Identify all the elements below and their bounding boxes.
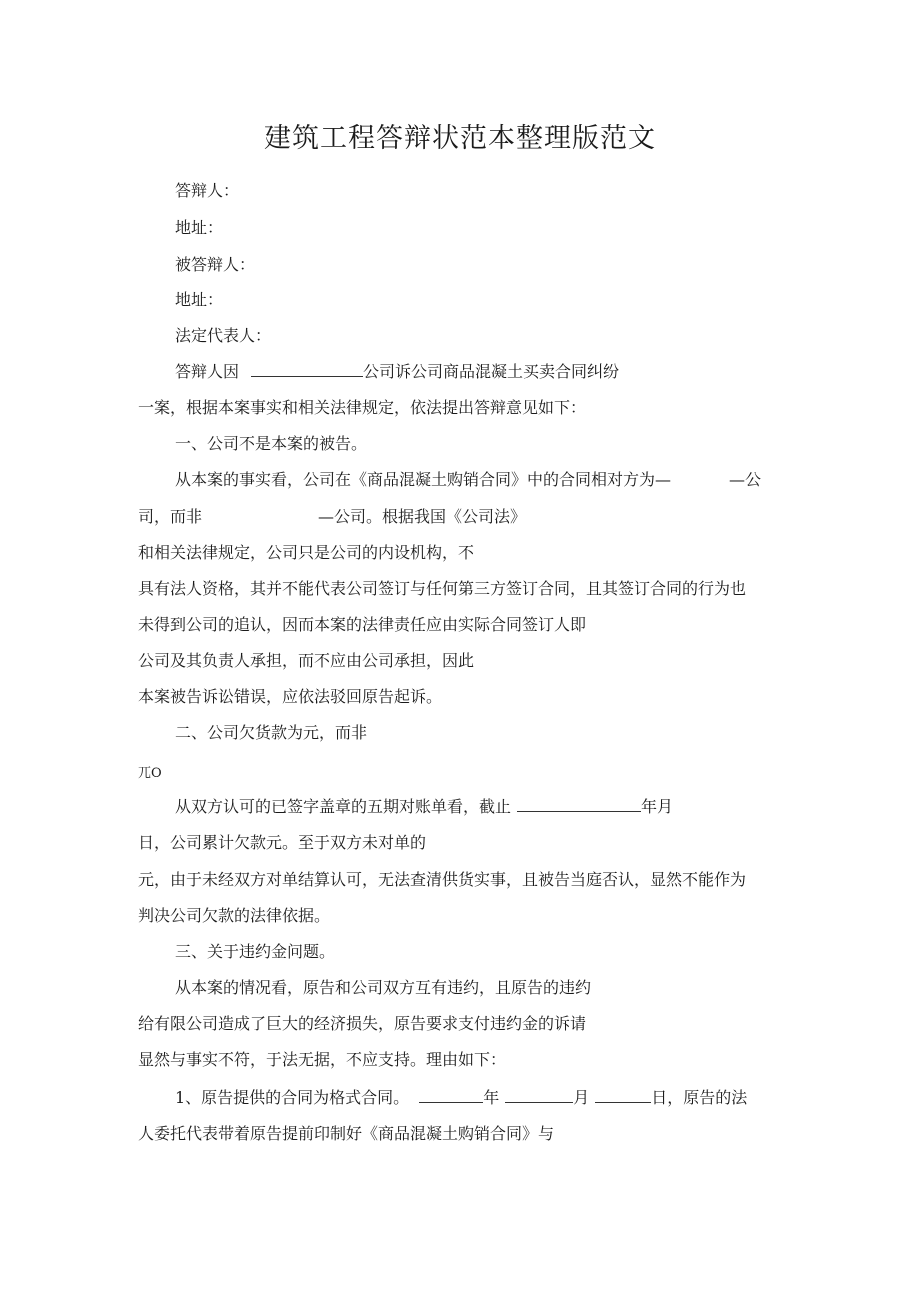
section1-line-1-text-a: 从本案的事实看，公司在《商品混凝土购销合同》中的合同相对方为— (175, 470, 672, 489)
section3-item-1-text: 1、原告提供的合同为格式合同。 (175, 1088, 410, 1107)
intro-text-a: 答辩人因 (175, 362, 240, 381)
section2-line-4: 判决公司欠款的法律依据。 (138, 906, 331, 925)
month-label: 月 (573, 1088, 590, 1107)
counter-party-address-label: 地址： (175, 290, 224, 309)
section3-item-1 (175, 1088, 747, 1108)
respondent-label: 答辩人： (175, 181, 240, 200)
blank-month (505, 1088, 573, 1103)
section2-line-2: 日，公司累计欠款元。至于双方未对单的 (138, 833, 427, 852)
section2-fragment: 兀O (138, 766, 162, 781)
year-label: 年 (483, 1088, 500, 1107)
section1-line-2-text-a: 司，而非 (138, 507, 203, 526)
section1-line-6: 公司及其负责人承担，而不应由公司承担，因此 (138, 651, 475, 670)
section3-line-2: 给有限公司造成了巨大的经济损失，原告要求支付违约金的诉请 (138, 1014, 587, 1033)
blank-day (595, 1088, 651, 1103)
section2-line-3: 元，由于未经双方对单结算认可，无法查清供货实事，且被告当庭否认，显然不能作为 (138, 870, 747, 889)
intro-line-1 (175, 362, 619, 382)
section1-line-2-text-b: —公司。根据我国《公司法》 (318, 507, 527, 526)
section1-heading: 一、公司不是本案的被告。 (175, 434, 368, 453)
section2-line-1 (175, 797, 673, 817)
section3-line-4: 人委托代表带着原告提前印制好《商品混凝土购销合同》与 (138, 1124, 555, 1143)
section1-line-5: 未得到公司的追认，因而本案的法律责任应由实际合同签订人即 (138, 615, 587, 634)
section3-line-1: 从本案的情况看，原告和公司双方互有违约，且原告的违约 (175, 978, 592, 997)
section1-line-4: 具有法人资格，其并不能代表公司签订与任何第三方签订合同，且其签订合同的行为也 (138, 579, 747, 598)
section3-heading: 三、关于违约金问题。 (175, 942, 336, 961)
legal-representative-label: 法定代表人： (175, 326, 272, 345)
section1-line-1-text-b: —公 (729, 470, 762, 489)
respondent-address-label: 地址： (175, 218, 224, 237)
intro-text-b: 公司诉公司商品混凝土买卖合同纠纷 (363, 362, 620, 381)
intro-line-2: 一案，根据本案事实和相关法律规定，依法提出答辩意见如下： (138, 398, 587, 417)
document-title: 建筑工程答辩状范本整理版范文 (264, 123, 656, 154)
blank-deadline-date (517, 797, 641, 812)
blank-year (419, 1088, 483, 1103)
section1-line-3: 和相关法律规定，公司只是公司的内设机构，不 (138, 543, 475, 562)
section1-line-7: 本案被告诉讼错误，应依法驳回原告起诉。 (138, 687, 443, 706)
counter-party-label: 被答辩人： (175, 255, 256, 274)
blank-plaintiff-name (251, 362, 363, 377)
section1-line-2 (138, 507, 526, 527)
section2-heading: 二、公司欠货款为元，而非 (175, 723, 368, 742)
section1-line-1 (175, 470, 761, 490)
section3-line-3: 显然与事实不符，于法无据，不应支持。理由如下： (138, 1050, 507, 1069)
section2-line-1-text-a: 从双方认可的已签字盖章的五期对账单看，截止 (175, 797, 512, 816)
section2-line-1-text-b: 年月 (641, 797, 674, 816)
day-label: 日，原告的法 (651, 1088, 748, 1107)
